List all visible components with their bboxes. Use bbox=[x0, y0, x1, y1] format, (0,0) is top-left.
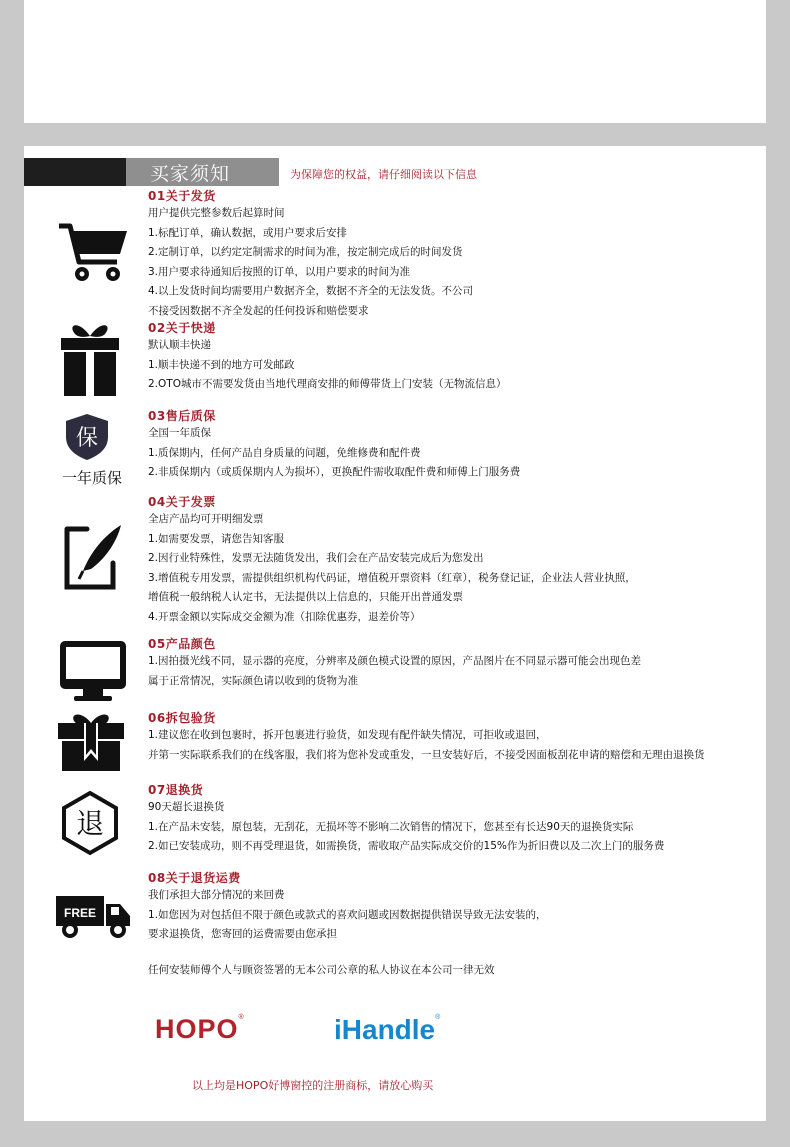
section-line: 2.非质保期内（或质保期内人为损坏），更换配件需收取配件费和师傅上门服务费 bbox=[148, 466, 521, 478]
warranty-shield-icon bbox=[64, 413, 110, 461]
section-title: 05产品颜色 bbox=[148, 637, 216, 651]
section-express bbox=[148, 320, 768, 395]
delivery-truck-icon bbox=[56, 894, 132, 940]
trademark-notice: 以上均是HOPO好博窗控的注册商标，请放心购买 bbox=[192, 1079, 434, 1092]
warranty-label: 一年质保 bbox=[62, 469, 123, 487]
top-panel bbox=[24, 0, 766, 123]
return-hexagon-icon bbox=[60, 790, 120, 856]
section-line: 全店产品均可开明细发票 bbox=[148, 513, 264, 525]
section-line: 1.因拍摄光线不同，显示器的亮度，分辨率及颜色模式设置的原因，产品图片在不同显示器可能会出现色差 bbox=[148, 655, 642, 667]
section-line: 要求退换货，您寄回的运费需要由您承担 bbox=[148, 928, 337, 940]
section-line: 3.增值税专用发票，需提供组织机构代码证，增值税开票资料（红章），税务登记证，企业法人营业执照， bbox=[148, 571, 636, 584]
section-line: 1.如您因为对包括但不限于颜色或款式的喜欢问题或因数据提供错误导致无法安装的， bbox=[148, 908, 547, 921]
section-invoice bbox=[148, 494, 768, 627]
section-line: 全国一年质保 bbox=[148, 427, 211, 439]
invoice-pen-icon bbox=[61, 521, 125, 593]
section-line: 增值税一般纳税人认定书，无法提供以上信息的，只能开出普通发票 bbox=[148, 591, 463, 603]
agreement-note: 任何安装师傅个人与顾资签署的无本公司公章的私人协议在本公司一律无效 bbox=[148, 964, 495, 976]
section-warranty bbox=[148, 408, 768, 483]
section-line: 用户提供完整参数后起算时间 bbox=[148, 207, 285, 219]
section-title: 03售后质保 bbox=[148, 409, 216, 423]
section-line: 属于正常情况，实际颜色请以收到的货物为准 bbox=[148, 674, 358, 687]
section-shipping bbox=[148, 188, 768, 321]
section-title: 02关于快递 bbox=[148, 321, 216, 335]
page-title: 买家须知 bbox=[150, 163, 231, 185]
return-char: 退 bbox=[75, 807, 105, 840]
package-ribbon-icon bbox=[58, 711, 124, 773]
section-line: 并第一实际联系我们的在线客服，我们将为您补发或重发，一旦安装好后，不接受因面板刮花申请的赔偿和无理由退换货 bbox=[148, 748, 705, 761]
section-line: 2.定制订单，以约定定制需求的时间为准，按定制完成后的时间发货 bbox=[148, 246, 463, 258]
section-line: 2.因行业特殊性，发票无法随货发出，我们会在产品安装完成后为您发出 bbox=[148, 552, 484, 564]
section-title: 01关于发货 bbox=[148, 189, 216, 203]
section-line: 默认顺丰快递 bbox=[148, 339, 211, 351]
section-line: 1.建议您在收到包裹时，拆开包裹进行验货，如发现有配件缺失情况，可拒收或退回， bbox=[148, 729, 547, 741]
section-line: 1.顺丰快递不到的地方可发邮政 bbox=[148, 358, 295, 371]
gift-icon bbox=[61, 316, 119, 398]
section-line: 1.质保期内，任何产品自身质量的问题，免维修费和配件费 bbox=[148, 446, 421, 459]
monitor-icon bbox=[58, 639, 128, 703]
section-line: 4.以上发货时间均需要用户数据齐全，数据不齐全的无法发货。不公司 bbox=[148, 285, 474, 297]
section-line: 1.标配订单，确认数据，或用户要求后安排 bbox=[148, 226, 348, 239]
section-line: 2.OTO城市不需要发货由当地代理商安排的师傅带货上门安装（无物流信息） bbox=[148, 378, 507, 390]
section-title: 07退换货 bbox=[148, 783, 204, 797]
section-line: 1.在产品未安装，原包装，无刮花，无损坏等不影响二次销售的情况下，您甚至有长达90天的退换货实际 bbox=[148, 820, 634, 833]
section-title: 06拆包验货 bbox=[148, 711, 216, 725]
registered-mark: ® bbox=[238, 1014, 245, 1021]
section-line: 1.如需要发票，请您告知客服 bbox=[148, 532, 285, 545]
section-unboxing bbox=[148, 710, 768, 765]
section-line: 2.如已安装成功，则不再受理退货，如需换货，需收取产品实际成交价的15%作为折旧费以及二次上门的服务费 bbox=[148, 840, 665, 852]
warranty-char: 保 bbox=[75, 426, 99, 451]
section-line: 90天超长退换货 bbox=[148, 801, 225, 813]
section-line: 不接受因数据不齐全发起的任何投诉和赔偿要求 bbox=[148, 304, 369, 317]
section-title: 08关于退货运费 bbox=[148, 871, 241, 885]
registered-mark: ® bbox=[435, 1014, 441, 1021]
buyer-notice-panel bbox=[24, 146, 766, 1121]
hopo-logo: HOPO® bbox=[155, 1014, 245, 1044]
shopping-cart-icon bbox=[57, 216, 131, 286]
section-returns bbox=[148, 782, 768, 857]
section-title: 04关于发票 bbox=[148, 495, 216, 509]
section-line: 3.用户要求待通知后按照的订单，以用户要求的时间为准 bbox=[148, 265, 411, 278]
section-line: 我们承担大部分情况的来回费 bbox=[148, 889, 285, 901]
section-return-freight bbox=[148, 870, 768, 945]
section-line: 4.开票金额以实际成交金额为准（扣除优惠券，退差价等） bbox=[148, 610, 421, 623]
ihandle-logo: iHandle® bbox=[334, 1014, 441, 1045]
page-subtitle: 为保障您的权益，请仔细阅读以下信息 bbox=[290, 168, 477, 181]
truck-free-text: FREE bbox=[63, 906, 97, 920]
section-color bbox=[148, 636, 768, 691]
